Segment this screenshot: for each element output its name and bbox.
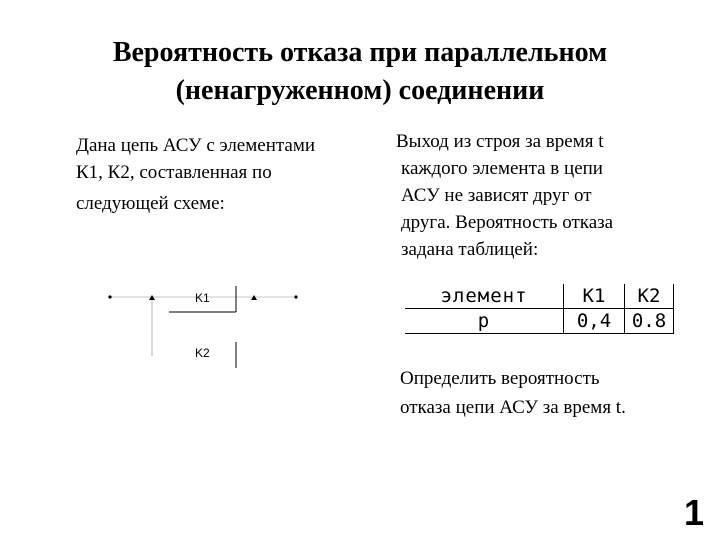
table-cell-k2-value: 0.8 [625, 309, 674, 334]
table-header-element: элемент [405, 284, 564, 309]
page-number: 1 [683, 492, 704, 533]
circuit-description-line-2: К1, К2, составленная по [76, 162, 272, 183]
slide-title [40, 34, 680, 110]
circuit-description [76, 132, 315, 217]
table-cell-k1-value: 0,4 [564, 309, 625, 334]
independence-description-line-4: друга. Вероятность отказа [401, 212, 614, 233]
slide-title-line-1: Вероятность отказа при параллельном [112, 37, 608, 68]
independence-description-line-3: АСУ не зависят друг от [401, 185, 592, 206]
task-question-line-1: Определить вероятность [400, 368, 600, 389]
circuit-output-node [294, 295, 297, 298]
independence-description-line-1: Выход из строя за время t [396, 131, 604, 152]
circuit-description-line-1: Дана цепь АСУ с элементами [76, 135, 316, 156]
slide-title-line-2: (ненагруженном) соединении [175, 75, 545, 106]
independence-description [396, 128, 613, 263]
element-k2-label: K2 [195, 346, 210, 360]
element-k1-label: K1 [195, 291, 210, 305]
circuit-input-node [108, 295, 111, 298]
table-header-k2: К2 [625, 284, 674, 309]
table-cell-p: p [405, 309, 564, 334]
table-header-k1: К1 [564, 284, 625, 309]
task-question-line-2: отказа цепи АСУ за время t. [400, 397, 626, 418]
probability-table [405, 284, 674, 334]
task-question [400, 364, 626, 422]
independence-description-line-2: каждого элемента в цепи [401, 158, 603, 179]
circuit-diagram-svg [96, 276, 316, 376]
table-row [405, 309, 674, 334]
table-header-row [405, 284, 674, 309]
independence-description-line-5: задана таблицей: [401, 239, 539, 260]
circuit-description-line-3: следующей схеме: [76, 193, 225, 214]
circuit-diagram [96, 276, 316, 376]
